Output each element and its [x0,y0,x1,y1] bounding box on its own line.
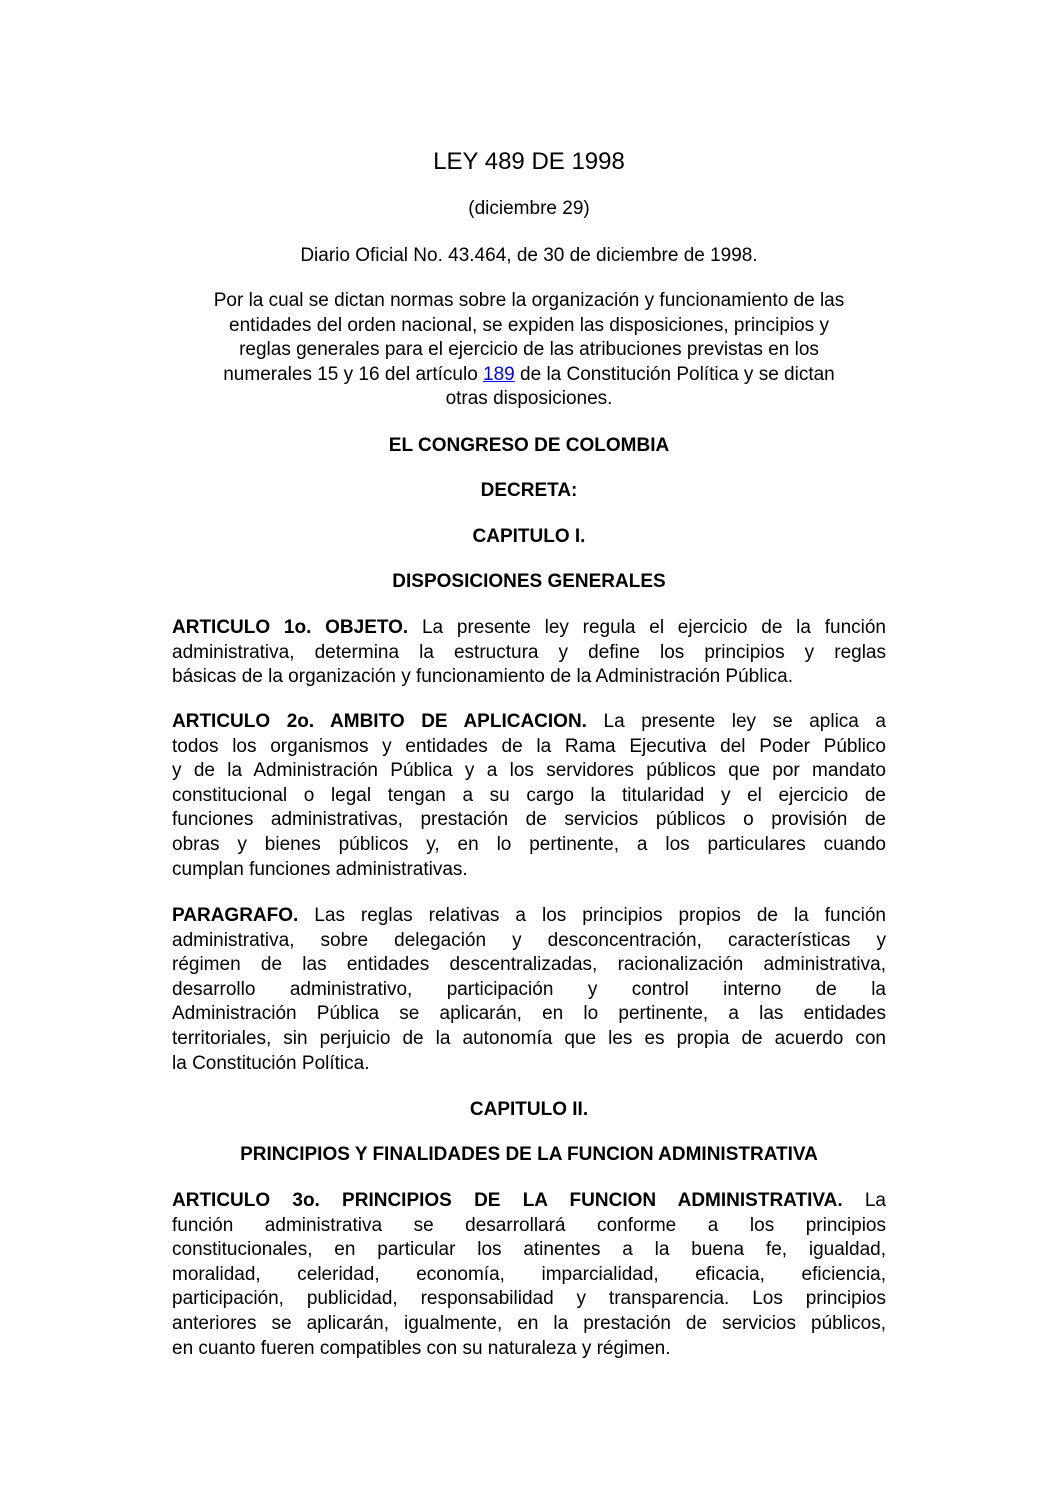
article-1 [172,616,886,690]
paragraph-note [172,904,886,1076]
article-line: básicas de la organización y funcionamiento de la Administración Pública. [172,666,794,688]
article-line: obras y bienes públicos y, en lo pertinente, a los particulares cuando [172,833,886,855]
article-line: cumplan funciones administrativas. [172,858,468,880]
gazette-reference: Diario Oficial No. 43.464, de 30 de diciembre de 1998. [300,245,758,266]
chapter-1-heading: CAPITULO I. [472,526,586,547]
article-line: desarrollo administrativo, participación y control interno de la [172,978,886,1000]
article-text: La presente ley regula el ejercicio de la función [408,617,886,638]
article-lead: ARTICULO 3o. PRINCIPIOS DE LA FUNCION ADMINISTRATIVA. [172,1190,843,1211]
article-line: en cuanto fueren compatibles con su naturaleza y régimen. [172,1337,671,1359]
chapter-2-title: PRINCIPIOS Y FINALIDADES DE LA FUNCION ADMINISTRATIVA [240,1144,818,1165]
summary-line: otras disposiciones. [445,388,613,410]
article-line: y de la Administración Pública y a los servidores públicos que por mandato [172,760,886,782]
article-2 [172,710,886,882]
chapter-2-heading: CAPITULO II. [469,1099,589,1120]
article-text: La presente ley se aplica a [586,711,886,732]
article-line [172,1189,886,1214]
law-title: LEY 489 DE 1998 [433,148,625,175]
article-text: Las reglas relativas a los principios propios de la función [298,905,886,926]
article-line: administrativa, sobre delegación y desconcentración, características y [172,929,886,951]
article-189-link[interactable]: 189 [483,363,515,385]
article-text: La [842,1190,886,1211]
article-lead: ARTICULO 2o. AMBITO DE APLICACION. [172,711,587,732]
article-line: funciones administrativas, prestación de servicios públicos o provisión de [172,809,886,831]
article-line: la Constitución Política. [172,1052,370,1074]
summary-line: entidades del orden nacional, se expiden las disposiciones, principios y [229,314,829,336]
chapter-1-title: DISPOSICIONES GENERALES [392,571,666,592]
article-line: administrativa, determina la estructura y define los principios y reglas [172,641,886,663]
law-summary [172,289,886,412]
summary-text: numerales 15 y 16 del artículo [223,363,484,385]
article-lead: PARAGRAFO. [172,905,299,926]
article-line: moralidad, celeridad, economía, imparcialidad, eficacia, eficiencia, [172,1263,886,1285]
article-lead: ARTICULO 1o. OBJETO. [172,617,409,638]
article-line [172,710,886,735]
article-line: constitucionales, en particular los atinentes a la buena fe, igualdad, [172,1239,886,1261]
article-3 [172,1189,886,1361]
summary-text: de la Constitución Política y se dictan [514,363,835,385]
article-line: Administración Pública se aplicarán, en lo pertinente, a las entidades [172,1003,886,1025]
summary-line [172,363,886,388]
summary-line: Por la cual se dictan normas sobre la organización y funcionamiento de las [213,290,845,311]
article-line: régimen de las entidades descentralizadas, racionalización administrativa, [172,954,886,976]
article-line [172,616,886,641]
article-line: función administrativa se desarrollará conforme a los principios [172,1214,886,1236]
article-line [172,904,886,929]
congress-heading: EL CONGRESO DE COLOMBIA [388,435,670,456]
article-line: participación, publicidad, responsabilidad y transparencia. Los principios [172,1288,886,1310]
law-date: (diciembre 29) [468,198,590,219]
article-line: todos los organismos y entidades de la Rama Ejecutiva del Poder Público [172,735,886,757]
summary-line: reglas generales para el ejercicio de las atribuciones previstas en los [239,339,819,361]
article-line: anteriores se aplicarán, igualmente, en la prestación de servicios públicos, [172,1312,886,1334]
decree-heading: DECRETA: [480,480,578,501]
article-line: territoriales, sin perjuicio de la autonomía que les es propia de acuerdo con [172,1027,886,1049]
article-line: constitucional o legal tengan a su cargo la titularidad y el ejercicio de [172,784,886,806]
